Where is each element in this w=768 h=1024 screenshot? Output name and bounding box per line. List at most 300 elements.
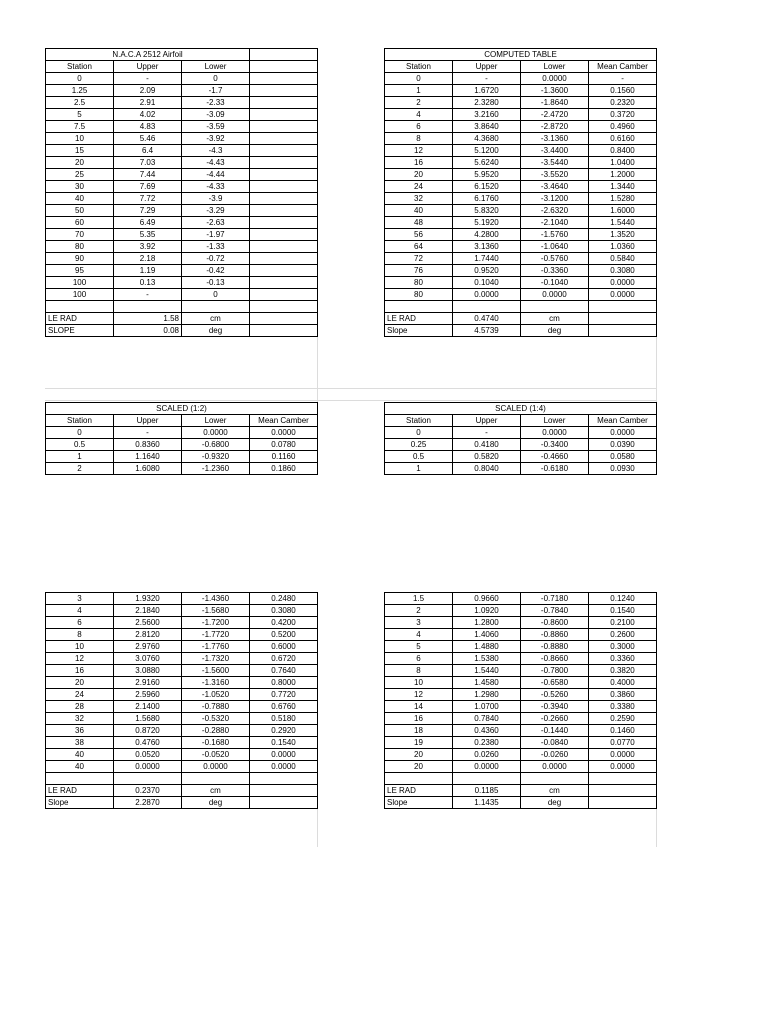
table-cell: -3.4400 <box>521 145 589 157</box>
table-cell: -0.7880 <box>182 701 250 713</box>
table-row <box>385 145 657 157</box>
table-cell: 36 <box>46 725 114 737</box>
column-header: Upper <box>453 61 521 73</box>
slope-unit: deg <box>182 797 250 809</box>
le-rad-label: LE RAD <box>46 785 114 797</box>
table-row <box>46 265 318 277</box>
le-rad-value: 1.58 <box>114 313 182 325</box>
table-cell: 4.02 <box>114 109 182 121</box>
table-cell: 0.2600 <box>589 629 657 641</box>
table-cell: 1 <box>385 463 453 475</box>
table-cell: 1.2800 <box>453 617 521 629</box>
table-cell: -1.8640 <box>521 97 589 109</box>
table-cell: 1 <box>385 85 453 97</box>
table-cell: 90 <box>46 253 114 265</box>
table-cell: 0.8400 <box>589 145 657 157</box>
table-cell: -3.5520 <box>521 169 589 181</box>
table-row <box>46 689 318 701</box>
table-row <box>46 737 318 749</box>
table-cell: -2.1040 <box>521 217 589 229</box>
table-cell: 0.1560 <box>589 85 657 97</box>
table-cell: 25 <box>46 169 114 181</box>
table-cell: -0.8600 <box>521 617 589 629</box>
table-cell: 50 <box>46 205 114 217</box>
table-cell: 3.8640 <box>453 121 521 133</box>
table-cell: 1.5680 <box>114 713 182 725</box>
table-row <box>46 229 318 241</box>
table-cell: 0.1040 <box>453 277 521 289</box>
table-cell: 0.8360 <box>114 439 182 451</box>
table-cell: -0.3940 <box>521 701 589 713</box>
table-cell: 32 <box>46 713 114 725</box>
table-cell: 15 <box>46 145 114 157</box>
table-cell: -1.0520 <box>182 689 250 701</box>
table-cell: -1.33 <box>182 241 250 253</box>
table-cell: -0.4660 <box>521 451 589 463</box>
table-cell: 28 <box>46 701 114 713</box>
table-cell: 0.0000 <box>521 427 589 439</box>
table-cell: 0.0000 <box>589 761 657 773</box>
table-row <box>46 181 318 193</box>
table-cell: 12 <box>46 653 114 665</box>
table-cell: -2.63 <box>182 217 250 229</box>
slope-value: 1.1435 <box>453 797 521 809</box>
table-cell: -0.8880 <box>521 641 589 653</box>
table-cell: 5.6240 <box>453 157 521 169</box>
table-row <box>46 605 318 617</box>
table-cell: 7.72 <box>114 193 182 205</box>
table-cell: -1.7200 <box>182 617 250 629</box>
table-row <box>46 73 318 85</box>
table-cell: 6.49 <box>114 217 182 229</box>
slope-value: 4.5739 <box>453 325 521 337</box>
le-rad-unit: cm <box>182 785 250 797</box>
table-cell: 0.6160 <box>589 133 657 145</box>
table-row <box>385 617 657 629</box>
table-cell: 0.6760 <box>250 701 318 713</box>
table-row <box>385 725 657 737</box>
table-row <box>46 169 318 181</box>
table-cell: 0.0780 <box>250 439 318 451</box>
table-row <box>385 205 657 217</box>
table-cell: -4.44 <box>182 169 250 181</box>
table-cell: 5 <box>385 641 453 653</box>
table-cell: -1.7720 <box>182 629 250 641</box>
table-cell: 1.5 <box>385 593 453 605</box>
table-cell: 0.5200 <box>250 629 318 641</box>
table-row <box>46 725 318 737</box>
table-cell: 20 <box>385 749 453 761</box>
table-cell: 0.9660 <box>453 593 521 605</box>
table-cell: 38 <box>46 737 114 749</box>
table-cell: 5.9520 <box>453 169 521 181</box>
column-header: Upper <box>453 415 521 427</box>
table-row <box>385 439 657 451</box>
table-cell: 0.0000 <box>250 427 318 439</box>
table-cell: - <box>114 73 182 85</box>
table-cell: -1.5600 <box>182 665 250 677</box>
table-cell: 16 <box>385 713 453 725</box>
table-cell: 0.1240 <box>589 593 657 605</box>
table-cell: -3.29 <box>182 205 250 217</box>
slope-unit: deg <box>521 325 589 337</box>
table-cell: 0.4000 <box>589 677 657 689</box>
table-cell: 20 <box>46 677 114 689</box>
table-row <box>46 241 318 253</box>
table-cell: 18 <box>385 725 453 737</box>
table-cell: -0.7800 <box>521 665 589 677</box>
table-cell: 0.0000 <box>182 427 250 439</box>
table-cell: -0.5320 <box>182 713 250 725</box>
scaled-1-4-table <box>384 402 657 475</box>
table-cell: 64 <box>385 241 453 253</box>
naca-airfoil-table <box>45 48 318 337</box>
slope-label: SLOPE <box>46 325 114 337</box>
table-cell: 0.7720 <box>250 689 318 701</box>
table-row <box>46 463 318 475</box>
table-cell: 3.92 <box>114 241 182 253</box>
table-row <box>46 617 318 629</box>
table-row <box>385 451 657 463</box>
table-cell: 0.3860 <box>589 689 657 701</box>
table-row <box>46 677 318 689</box>
table-cell: 7.29 <box>114 205 182 217</box>
table-cell: - <box>114 289 182 301</box>
table-cell: -1.3600 <box>521 85 589 97</box>
table-cell: 0.0000 <box>521 761 589 773</box>
table-cell: -4.33 <box>182 181 250 193</box>
table-cell: 8 <box>385 133 453 145</box>
grid-line <box>45 388 656 389</box>
table-cell: 0.0000 <box>589 289 657 301</box>
table-row <box>46 593 318 605</box>
table-row <box>385 157 657 169</box>
table-cell: 80 <box>46 241 114 253</box>
table-row <box>46 713 318 725</box>
table-cell: 0 <box>182 289 250 301</box>
table-cell: 0.4360 <box>453 725 521 737</box>
table-cell: -3.1200 <box>521 193 589 205</box>
table-cell: 2.9160 <box>114 677 182 689</box>
table-row <box>46 641 318 653</box>
table-cell: - <box>453 73 521 85</box>
computed-table <box>384 48 657 337</box>
table-cell: 3.0880 <box>114 665 182 677</box>
table-row <box>46 109 318 121</box>
table-cell: 0.0000 <box>250 761 318 773</box>
table-cell: 0.1540 <box>250 737 318 749</box>
table-cell: 1.2000 <box>589 169 657 181</box>
column-header: Upper <box>114 61 182 73</box>
table-row <box>46 253 318 265</box>
table-cell: - <box>114 427 182 439</box>
table-row <box>385 701 657 713</box>
table-cell: -2.6320 <box>521 205 589 217</box>
table-cell: 0.0000 <box>453 289 521 301</box>
table-cell: -1.4360 <box>182 593 250 605</box>
table-cell: -0.7180 <box>521 593 589 605</box>
grid-line <box>45 400 656 401</box>
table-cell: 0.6720 <box>250 653 318 665</box>
table-cell: 0.5840 <box>589 253 657 265</box>
table-row <box>385 289 657 301</box>
table-row <box>46 193 318 205</box>
table-cell: -0.0520 <box>182 749 250 761</box>
table-cell: 2.5 <box>46 97 114 109</box>
column-header: Lower <box>182 415 250 427</box>
table-cell: 1.6720 <box>453 85 521 97</box>
slope-label: Slope <box>385 325 453 337</box>
table-cell: -1.3160 <box>182 677 250 689</box>
table-title: SCALED (1:2) <box>46 403 318 415</box>
table-cell: 1.19 <box>114 265 182 277</box>
table-cell: 0.0000 <box>521 73 589 85</box>
table-cell: 12 <box>385 689 453 701</box>
table-cell: 4.3680 <box>453 133 521 145</box>
table-cell: 4 <box>46 605 114 617</box>
table-cell: -0.3360 <box>521 265 589 277</box>
slope-value: 2.2870 <box>114 797 182 809</box>
table-cell: 2 <box>385 97 453 109</box>
table-cell: 1 <box>46 451 114 463</box>
table-cell: -1.5680 <box>182 605 250 617</box>
table-row <box>46 653 318 665</box>
table-cell: - <box>453 427 521 439</box>
table-cell: 24 <box>385 181 453 193</box>
table-cell: 72 <box>385 253 453 265</box>
table-cell: 0.4760 <box>114 737 182 749</box>
table-cell: 8 <box>46 629 114 641</box>
table-row <box>385 217 657 229</box>
table-row <box>385 85 657 97</box>
table-cell: 3.0760 <box>114 653 182 665</box>
table-cell: 20 <box>385 761 453 773</box>
column-header: Mean Camber <box>589 61 657 73</box>
table-cell: -0.5760 <box>521 253 589 265</box>
slope-value: 0.08 <box>114 325 182 337</box>
table-cell: -1.5760 <box>521 229 589 241</box>
table-cell: 10 <box>46 133 114 145</box>
table-row <box>385 665 657 677</box>
table-title: COMPUTED TABLE <box>385 49 657 61</box>
table-row <box>385 427 657 439</box>
table-cell: 0.0000 <box>589 427 657 439</box>
table-cell: 0.3080 <box>589 265 657 277</box>
table-row <box>46 427 318 439</box>
table-cell: -0.8660 <box>521 653 589 665</box>
le-rad-label: LE RAD <box>385 785 453 797</box>
table-cell: -1.2360 <box>182 463 250 475</box>
column-header: Lower <box>182 61 250 73</box>
table-cell: 1.3520 <box>589 229 657 241</box>
table-row <box>46 217 318 229</box>
table-cell: 3.2160 <box>453 109 521 121</box>
table-row <box>385 265 657 277</box>
table-cell: 0.7640 <box>250 665 318 677</box>
table-cell: -1.97 <box>182 229 250 241</box>
table-cell: 1.0400 <box>589 157 657 169</box>
column-header: Lower <box>521 61 589 73</box>
table-cell: 2.9760 <box>114 641 182 653</box>
column-header: Mean Camber <box>589 415 657 427</box>
table-cell: 100 <box>46 277 114 289</box>
table-cell: 0.2320 <box>589 97 657 109</box>
table-cell: 7.44 <box>114 169 182 181</box>
slope-unit: deg <box>182 325 250 337</box>
table-row <box>385 629 657 641</box>
table-row <box>385 749 657 761</box>
table-cell: 2 <box>46 463 114 475</box>
table-cell: 0 <box>182 73 250 85</box>
le-rad-unit: cm <box>521 785 589 797</box>
table-cell: -0.7840 <box>521 605 589 617</box>
table-cell: 1.5440 <box>453 665 521 677</box>
table-cell: 6.1520 <box>453 181 521 193</box>
table-cell: 0.0000 <box>589 749 657 761</box>
table-cell: 0.5 <box>46 439 114 451</box>
table-row <box>46 85 318 97</box>
column-header: Upper <box>114 415 182 427</box>
table-cell: 0.2920 <box>250 725 318 737</box>
table-row <box>46 749 318 761</box>
table-cell: 1.4880 <box>453 641 521 653</box>
table-cell: 60 <box>46 217 114 229</box>
table-cell: -0.13 <box>182 277 250 289</box>
table-cell: 0.2590 <box>589 713 657 725</box>
table-cell: 0.3720 <box>589 109 657 121</box>
table-cell: 10 <box>385 677 453 689</box>
table-cell: -3.4640 <box>521 181 589 193</box>
table-cell: -0.3400 <box>521 439 589 451</box>
table-cell: 0.8720 <box>114 725 182 737</box>
table-cell: 2.3280 <box>453 97 521 109</box>
table-cell: 16 <box>46 665 114 677</box>
column-header: Station <box>46 415 114 427</box>
table-cell: -0.8860 <box>521 629 589 641</box>
table-cell: 8 <box>385 665 453 677</box>
table-cell: 6.4 <box>114 145 182 157</box>
table-row <box>385 713 657 725</box>
table-row <box>385 605 657 617</box>
table-cell: 1.5440 <box>589 217 657 229</box>
table-cell: 6 <box>46 617 114 629</box>
scaled-1-4-continued-table <box>384 592 657 809</box>
table-cell: 0.5180 <box>250 713 318 725</box>
le-rad-label: LE RAD <box>46 313 114 325</box>
table-cell: -0.0840 <box>521 737 589 749</box>
table-cell: 0.8000 <box>250 677 318 689</box>
table-cell: 3 <box>46 593 114 605</box>
table-cell: 2.5600 <box>114 617 182 629</box>
table-cell: 0.0770 <box>589 737 657 749</box>
table-cell: -1.7 <box>182 85 250 97</box>
table-cell: 0.2380 <box>453 737 521 749</box>
table-row <box>46 665 318 677</box>
table-cell: 0.9520 <box>453 265 521 277</box>
table-cell: -4.3 <box>182 145 250 157</box>
table-row <box>385 193 657 205</box>
table-cell: 0.0000 <box>114 761 182 773</box>
table-cell: 1.7440 <box>453 253 521 265</box>
table-cell: 5.1920 <box>453 217 521 229</box>
table-cell: 40 <box>46 749 114 761</box>
table-cell: 0.4180 <box>453 439 521 451</box>
table-cell: 80 <box>385 277 453 289</box>
table-cell: 2.91 <box>114 97 182 109</box>
table-cell: 2.18 <box>114 253 182 265</box>
table-cell: 1.0700 <box>453 701 521 713</box>
table-cell: 95 <box>46 265 114 277</box>
table-row <box>385 463 657 475</box>
table-cell: -0.42 <box>182 265 250 277</box>
table-cell: 0.2100 <box>589 617 657 629</box>
table-cell: 4.2800 <box>453 229 521 241</box>
table-row <box>385 97 657 109</box>
table-cell: 5.1200 <box>453 145 521 157</box>
table-row <box>385 253 657 265</box>
table-cell: 0.5 <box>385 451 453 463</box>
table-cell: 1.4060 <box>453 629 521 641</box>
table-row <box>385 73 657 85</box>
table-cell: 12 <box>385 145 453 157</box>
table-cell: 0.25 <box>385 439 453 451</box>
table-cell: 76 <box>385 265 453 277</box>
table-cell: 3 <box>385 617 453 629</box>
table-row <box>46 97 318 109</box>
column-header: Mean Camber <box>250 415 318 427</box>
column-header: Station <box>385 61 453 73</box>
table-cell: 56 <box>385 229 453 241</box>
table-cell: 0.6000 <box>250 641 318 653</box>
slope-label: Slope <box>385 797 453 809</box>
table-cell: -1.0640 <box>521 241 589 253</box>
table-cell: 1.0360 <box>589 241 657 253</box>
le-rad-unit: cm <box>182 313 250 325</box>
table-cell: 0.3820 <box>589 665 657 677</box>
table-row <box>385 689 657 701</box>
table-row <box>385 169 657 181</box>
table-row <box>385 229 657 241</box>
table-row <box>385 181 657 193</box>
table-row <box>385 121 657 133</box>
table-cell: 1.6080 <box>114 463 182 475</box>
table-cell: -3.1360 <box>521 133 589 145</box>
table-cell: 0.13 <box>114 277 182 289</box>
table-cell: -0.6580 <box>521 677 589 689</box>
table-cell: -1.7320 <box>182 653 250 665</box>
table-cell: 7.5 <box>46 121 114 133</box>
table-cell: 30 <box>46 181 114 193</box>
table-cell: 19 <box>385 737 453 749</box>
table-cell: 4 <box>385 629 453 641</box>
table-cell: 0 <box>46 427 114 439</box>
table-row <box>46 439 318 451</box>
table-cell: -3.5440 <box>521 157 589 169</box>
scaled-1-2-table <box>45 402 318 475</box>
table-cell: -3.09 <box>182 109 250 121</box>
column-header: Station <box>385 415 453 427</box>
le-rad-label: LE RAD <box>385 313 453 325</box>
table-row <box>46 157 318 169</box>
table-cell: 0.3000 <box>589 641 657 653</box>
table-cell: 0.0000 <box>453 761 521 773</box>
table-cell: 0.3080 <box>250 605 318 617</box>
table-row <box>46 205 318 217</box>
table-cell: 6.1760 <box>453 193 521 205</box>
table-cell: 0.1540 <box>589 605 657 617</box>
table-cell: -0.2880 <box>182 725 250 737</box>
table-row <box>46 121 318 133</box>
